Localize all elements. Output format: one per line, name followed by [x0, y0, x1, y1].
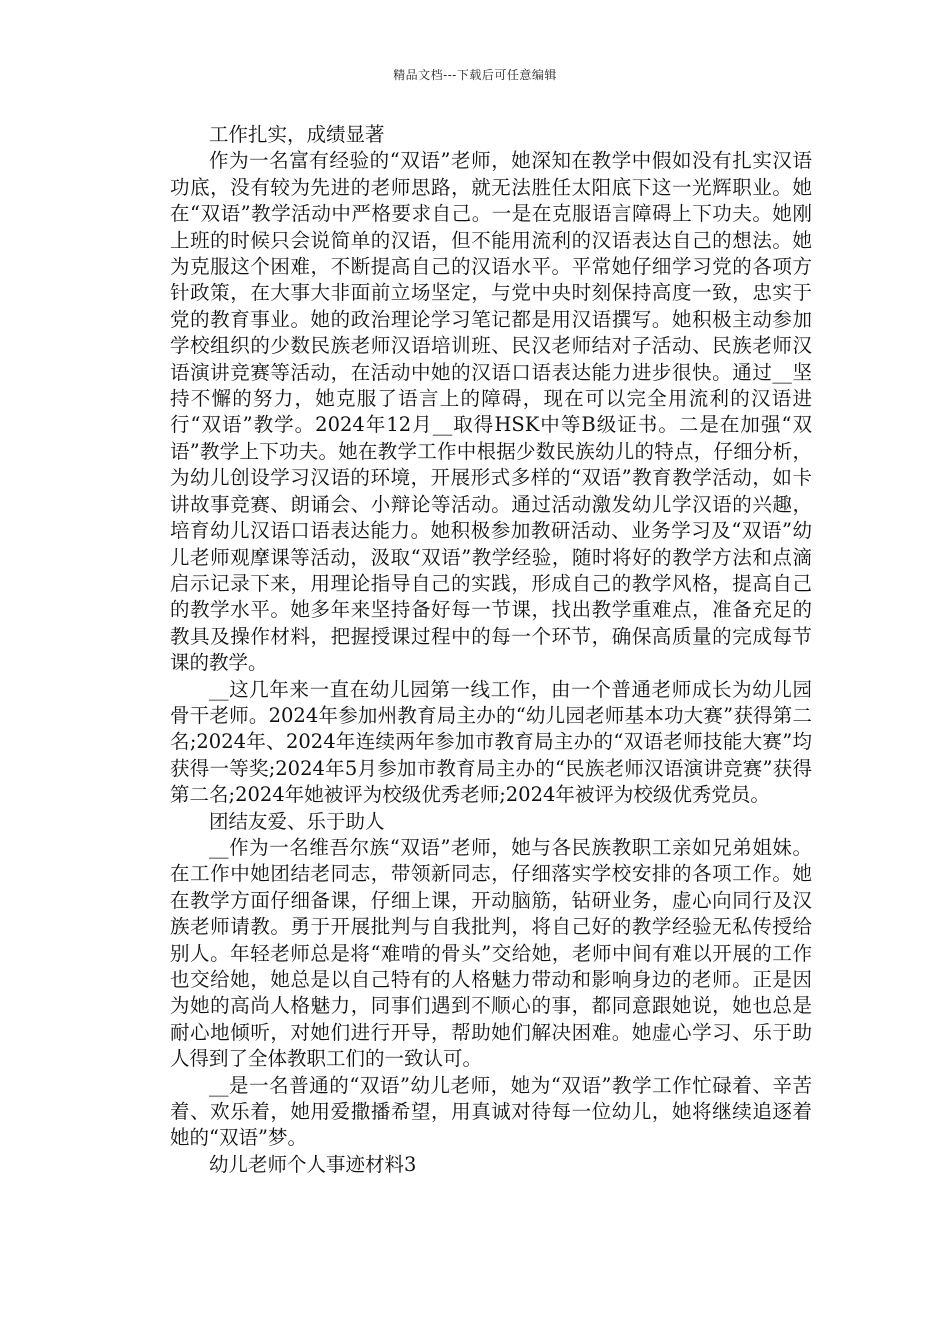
- paragraph-bilingual-teaching: 作为一名富有经验的“双语”老师，她深知在教学中假如没有扎实汉语功底，没有较为先进的老师思路，就无法胜任太阳底下这一光辉职业。她在“双语”教学活动中严格要求自己。一是在克服语言障碍上下功夫。她刚上班的时候只会说简单的汉语，但不能用流利的汉语表达自己的想法。她为克服这个困难，不断提高自己的汉语水平。平常她仔细学习党的各项方针政策，在大事大非面前立场坚定，与党中央时刻保持高度一致，忠实于党的教育事业。她的政治理论学习笔记都是用汉语撰写。她积极主动参加学校组织的少数民族老师汉语培训班、民汉老师结对子活动、民族老师汉语演讲竞赛等活动，在活动中她的汉语口语表达能力进步很快。通过__坚持不懈的努力，她克服了语言上的障碍，现在可以完全用流利的汉语进行“双语”教学。2024年12月__取得HSK中等B级证书。二是在加强“双语”教学上下功夫。她在教学工作中根据少数民族幼儿的特点，仔细分析，为幼儿创设学习汉语的环境，开展形式多样的“双语”教育教学活动，如卡讲故事竞赛、朗诵会、小辩论等活动。通过活动激发幼儿学汉语的兴趣，培育幼儿汉语口语表达能力。她积极参加教研活动、业务学习及“双语”幼儿老师观摩课等活动，汲取“双语”教学经验，随时将好的教学方法和点滴启示记录下来，用理论指导自己的实践，形成自己的教学风格，提高自己的教学水平。她多年来坚持备好每一节课，找出教学重难点，准备充足的教具及操作材料，把握授课过程中的每一个环节，确保高质量的完成每节课的教学。: [170, 149, 812, 675]
- section-heading-work: 工作扎实，成绩显著: [209, 123, 385, 146]
- page-header: 精品文档---下载后可任意编辑: [393, 68, 557, 82]
- section-heading-material-3: 幼儿老师个人事迹材料3: [209, 1152, 417, 1176]
- paragraph-achievements: __这几年来一直在幼儿园第一线工作，由一个普通老师成长为幼儿园骨干老师。2024年参加州教育局主办的“幼儿园老师基本功大赛”获得第二名;2024年、2024年连续两年参加市教育局主办的“双语老师技能大赛”均获得一等奖;2024年5月参加市教育局主办的“民族老师汉语演讲竞赛”获得第二名;2024年她被评为校级优秀老师;2024年被评为校级优秀党员。: [170, 677, 812, 807]
- document-body: [170, 122, 812, 1178]
- section-heading-unity: 团结友爱、乐于助人: [209, 809, 385, 833]
- paragraph-conclusion: __是一名普通的“双语”幼儿老师，她为“双语”教学工作忙碌着、辛苦着、欢乐着，她用爱撒播希望，用真诚对待每一位幼儿，她将继续追逐着她的“双语”梦。: [170, 1073, 812, 1150]
- paragraph-colleagues: __作为一名维吾尔族“双语”老师，她与各民族教职工亲如兄弟姐妹。在工作中她团结老同志，带领新同志，仔细落实学校安排的各项工作。她在教学方面仔细备课，仔细上课，开动脑筋，钻研业务，虚心向同行及汉族老师请教。勇于开展批判与自我批判，将自己好的教学经验无私传授给别人。年轻老师总是将“难啃的骨头”交给她，老师中间有难以开展的工作也交给她，她总是以自己特有的人格魅力带动和影响身边的老师。正是因为她的高尚人格魅力，同事们遇到不顺心的事，都同意跟她说，她也总是耐心地倾听，对她们进行开导，帮助她们解决困难。她虚心学习、乐于助人得到了全体教职工们的一致认可。: [170, 835, 812, 1071]
